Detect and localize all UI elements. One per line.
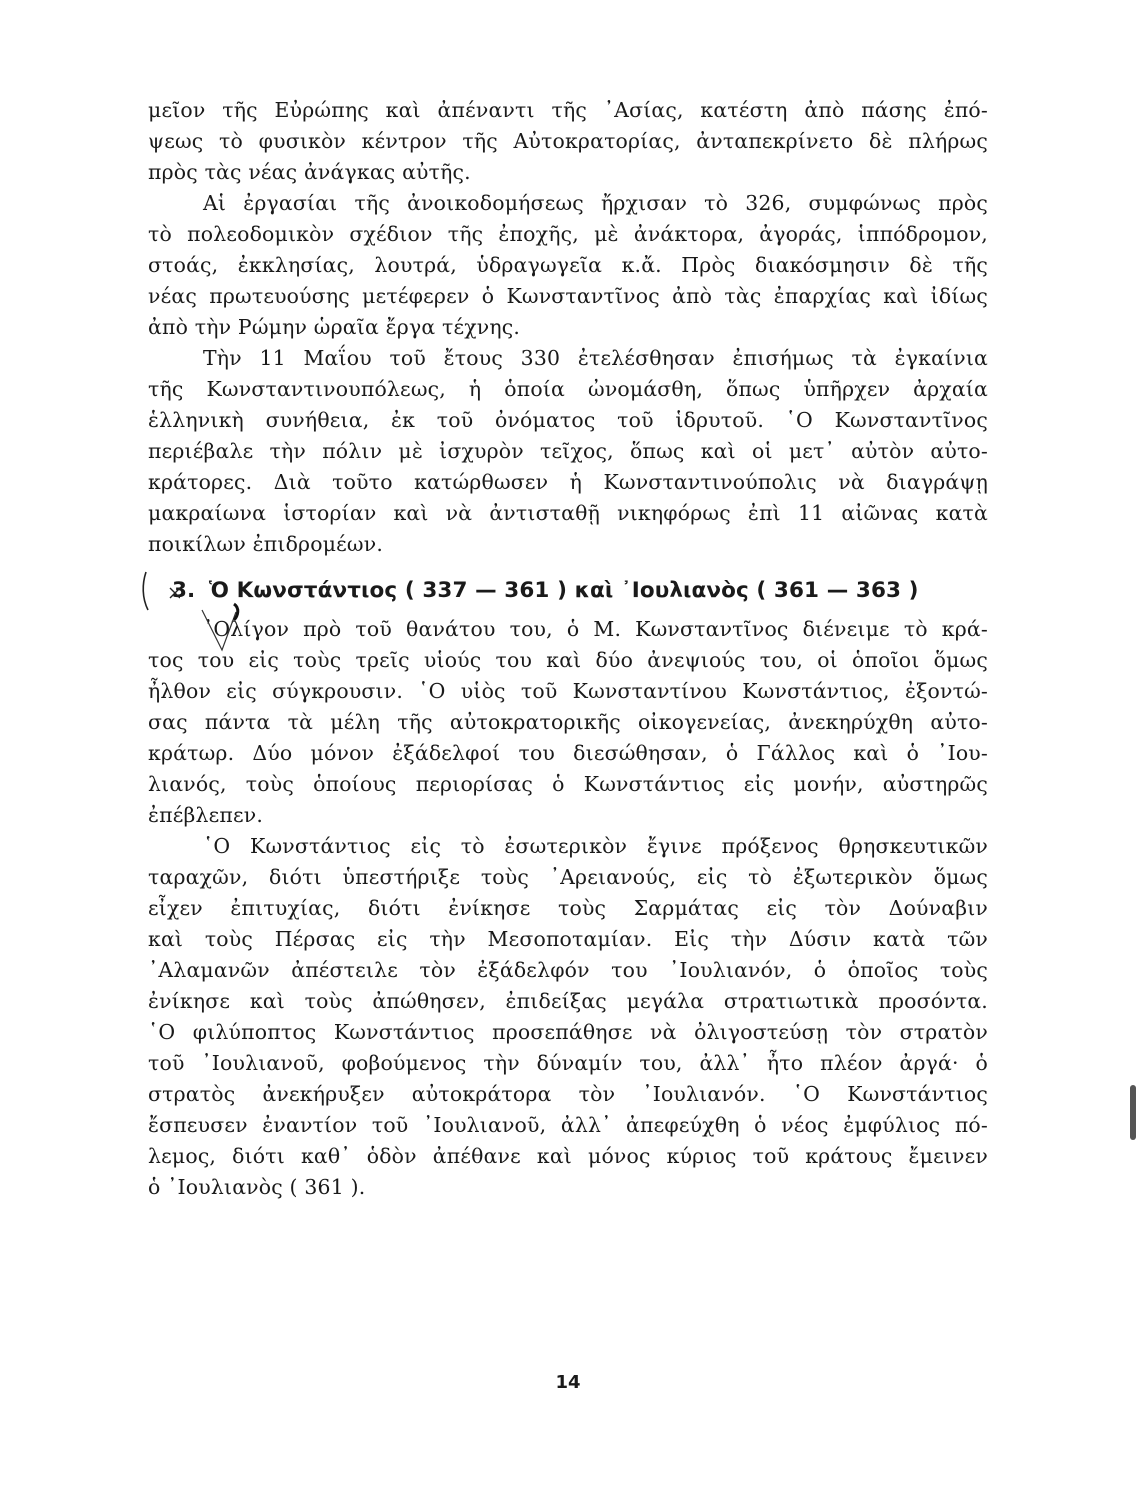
text-line: στρατὸς ἀνεκήρυξεν αὐτοκράτορα τὸν ᾽Ιουλιανόν. ῾Ο Κωνστάντιος: [148, 1082, 988, 1106]
text-line: ᾽Ολίγον πρὸ τοῦ θανάτου του, ὁ Μ. Κωνσταντῖνος διένειμε τὸ κρά-: [203, 617, 988, 641]
text-line: τὸ πολεοδομικὸν σχέδιον τῆς ἐποχῆς, μὲ ἀνάκτορα, ἀγοράς, ἱππόδρομον,: [148, 222, 988, 246]
text-line: λιανός, τοὺς ὁποίους περιορίσας ὁ Κωνστάντιος εἰς μονήν, αὐστηρῶς: [148, 772, 988, 796]
text-line: ποικίλων ἐπιδρομέων.: [148, 532, 384, 556]
text-line: τοῦ ᾽Ιουλιανοῦ, φοβούμενος τὴν δύναμίν του, ἀλλ᾽ ἦτο πλέον ἀργά· ὁ: [148, 1051, 988, 1075]
text-line: εἶχεν ἐπιτυχίας, διότι ἐνίκησε τοὺς Σαρμάτας εἰς τὸν Δούναβιν: [148, 896, 988, 920]
scan-edge-mark: [1130, 1085, 1136, 1140]
text-line: Τὴν 11 Μαΐου τοῦ ἔτους 330 ἐτελέσθησαν ἐπισήμως τὰ ἐγκαίνια: [203, 346, 988, 370]
text-line: κράτορες. Διὰ τοῦτο κατώρθωσεν ἡ Κωνσταντινούπολις νὰ διαγράψῃ: [148, 470, 988, 494]
text-line: ἐπέβλεπεν.: [148, 803, 264, 827]
text-line: ῾Ο Κωνστάντιος εἰς τὸ ἐσωτερικὸν ἔγινε πρόξενος θρησκευτικῶν: [203, 834, 988, 858]
text-line: ταραχῶν, διότι ὑπεστήριξε τοὺς ᾽Αρειανούς, εἰς τὸ ἐξωτερικὸν ὅμως: [148, 865, 988, 889]
text-line: τος του εἰς τοὺς τρεῖς υἱούς του καὶ δύο ἀνεψιούς του, οἱ ὁποῖοι ὅμως: [148, 648, 988, 672]
section-number: 3.: [172, 578, 196, 603]
page-number: 14: [555, 1372, 581, 1393]
text-block-bottom: [148, 614, 988, 1203]
text-line: στοάς, ἐκκλησίας, λουτρά, ὑδραγωγεῖα κ.ἄ. Πρὸς διακόσμησιν δὲ τῆς: [148, 253, 988, 277]
text-line: ἦλθον εἰς σύγκρουσιν. ῾Ο υἱὸς τοῦ Κωνσταντίνου Κωνστάντιος, ἐξοντώ-: [148, 679, 988, 703]
paragraph-p4: [148, 614, 988, 831]
text-line: Αἱ ἐργασίαι τῆς ἀνοικοδομήσεως ἤρχισαν τὸ 326, συμφώνως πρὸς: [203, 191, 988, 215]
text-line: σας πάντα τὰ μέλη τῆς αὐτοκρατορικῆς οἰκογενείας, ἀνεκηρύχθη αὐτο-: [148, 710, 988, 734]
text-line: ᾽Αλαμανῶν ἀπέστειλε τὸν ἐξάδελφόν του ᾽Ιουλιανόν, ὁ ὁποῖος τοὺς: [148, 958, 988, 982]
paragraph-p1: [148, 95, 988, 188]
text-line: ἀπὸ τὴν Ρώμην ὡραῖα ἔργα τέχνης.: [148, 315, 521, 339]
text-line: νέας πρωτευούσης μετέφερεν ὁ Κωνσταντῖνος ἀπὸ τὰς ἐπαρχίας καὶ ἰδίως: [148, 284, 988, 308]
text-line: ὁ ᾽Ιουλιανὸς ( 361 ).: [148, 1175, 366, 1199]
text-line: ἑλληνικὴ συνήθεια, ἐκ τοῦ ὀνόματος τοῦ ἱδρυτοῦ. ῾Ο Κωνσταντῖνος: [148, 408, 988, 432]
section-heading: [148, 574, 988, 608]
text-block-top: [148, 95, 988, 560]
section-title: Ὁ Κωνστάντιος ( 337 — 361 ) καὶ ᾽Ιουλιανὸς ( 361 — 363 ): [208, 578, 919, 603]
text-line: λεμος, διότι καθ᾽ ὁδὸν ἀπέθανε καὶ μόνος κύριος τοῦ κράτους ἔμεινεν: [148, 1144, 988, 1168]
text-line: μακραίωνα ἱστορίαν καὶ νὰ ἀντισταθῇ νικηφόρως ἐπὶ 11 αἰῶνας κατὰ: [148, 501, 988, 525]
paragraph-p2: [148, 188, 988, 343]
text-line: ἐνίκησε καὶ τοὺς ἀπώθησεν, ἐπιδείξας μεγάλα στρατιωτικὰ προσόντα.: [148, 989, 988, 1013]
text-line: ἔσπευσεν ἐναντίον τοῦ ᾽Ιουλιανοῦ, ἀλλ᾽ ἀπεφεύχθη ὁ νέος ἐμφύλιος πό-: [148, 1113, 988, 1137]
paragraph-p3: [148, 343, 988, 560]
text-line: τῆς Κωνσταντινουπόλεως, ἡ ὁποία ὠνομάσθη, ὅπως ὑπῆρχεν ἀρχαία: [148, 377, 988, 401]
text-line: περιέβαλε τὴν πόλιν μὲ ἰσχυρὸν τεῖχος, ὅπως καὶ οἱ μετ᾽ αὐτὸν αὐτο-: [148, 439, 988, 463]
text-line: καὶ τοὺς Πέρσας εἰς τὴν Μεσοποταμίαν. Εἰς τὴν Δύσιν κατὰ τῶν: [148, 927, 988, 951]
text-line: πρὸς τὰς νέας ἀνάγκας αὐτῆς.: [148, 160, 471, 184]
paragraph-p5: [148, 831, 988, 1203]
pen-scribble-icon: [194, 600, 254, 660]
handwritten-mark-icon: [140, 568, 180, 614]
page-body: [148, 95, 988, 1203]
text-line: ψεως τὸ φυσικὸν κέντρον τῆς Αὐτοκρατορίας, ἀνταπεκρίνετο δὲ πλήρως: [148, 129, 988, 153]
text-line: μεῖον τῆς Εὐρώπης καὶ ἀπέναντι τῆς ᾽Ασίας, κατέστη ἀπὸ πάσης ἐπό-: [148, 98, 988, 122]
text-line: κράτωρ. Δύο μόνον ἐξάδελφοί του διεσώθησαν, ὁ Γάλλος καὶ ὁ ᾽Ιου-: [148, 741, 988, 765]
text-line: ῾Ο φιλύποπτος Κωνστάντιος προσεπάθησε νὰ ὀλιγοστεύσῃ τὸν στρατὸν: [148, 1020, 988, 1044]
